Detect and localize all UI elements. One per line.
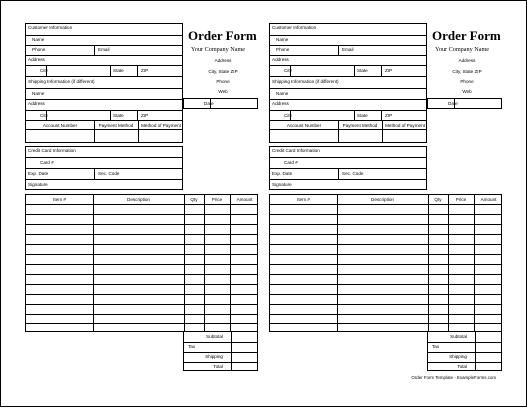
billing-phone-label: Phone — [276, 47, 290, 52]
card-number-label: Card # — [40, 160, 54, 165]
shipping-label: Shipping — [205, 354, 223, 359]
company-phone: Phone — [460, 79, 474, 84]
footer-text: Order Form Template - ExampleForms.com — [411, 375, 496, 380]
shipping-state-label: State — [357, 113, 368, 118]
billing-zip-label: ZIP — [141, 68, 149, 73]
shipping-zip-label: ZIP — [385, 113, 393, 118]
method-label-2: Payment Method — [98, 123, 134, 128]
sec-code-label: Sec. Code — [342, 171, 364, 176]
date-label: Date — [448, 101, 458, 106]
company-web: Web — [462, 89, 472, 94]
totals-box — [427, 331, 502, 371]
date-label: Date — [204, 101, 214, 106]
card-header: Credit Card Information — [28, 148, 76, 153]
billing-state-label: State — [113, 68, 124, 73]
customer-info-box — [269, 23, 427, 143]
shipping-city-label: City — [284, 113, 292, 118]
col-description: Description — [127, 197, 150, 202]
company-name: Your Company Name — [191, 46, 246, 53]
shipping-header: Shipping Information (if different) — [28, 79, 95, 84]
signature-label: Signature — [272, 182, 292, 187]
order-form-right — [245, 1, 508, 408]
col-price: Price — [455, 197, 467, 202]
col-price: Price — [211, 197, 223, 202]
billing-name-label: Name — [32, 37, 45, 42]
company-city: City, State ZIP — [452, 69, 482, 74]
billing-city-label: City — [284, 68, 292, 73]
card-header: Credit Card Information — [272, 148, 320, 153]
exp-date-label: Exp. Date — [272, 171, 293, 176]
method-label-3: Method of Payment — [141, 123, 181, 128]
card-info-box — [269, 146, 427, 190]
col-amount: Amount — [236, 197, 253, 202]
method-label-1: Account Number — [286, 123, 322, 128]
company-address: Address — [458, 58, 476, 63]
billing-city-label: City — [40, 68, 48, 73]
billing-name-label: Name — [276, 37, 289, 42]
exp-date-label: Exp. Date — [28, 171, 49, 176]
billing-address-label: Address — [28, 57, 45, 62]
total-label: Total — [213, 364, 223, 369]
shipping-label: Shipping — [449, 354, 467, 359]
shipping-name-label: Name — [276, 91, 289, 96]
card-number-label: Card # — [284, 160, 298, 165]
method-label-3: Method of Payment — [385, 123, 425, 128]
billing-header: Customer Information — [272, 25, 317, 30]
company-phone: Phone — [216, 79, 230, 84]
billing-phone-label: Phone — [32, 47, 46, 52]
shipping-name-label: Name — [32, 91, 45, 96]
shipping-state-label: State — [113, 113, 124, 118]
date-box[interactable] — [427, 98, 502, 109]
order-form-left — [1, 1, 264, 408]
col-qty: Qty — [434, 197, 442, 202]
subtotal-label: Subtotal — [450, 334, 467, 339]
company-web: Web — [218, 89, 228, 94]
customer-info-box — [25, 23, 183, 143]
signature-label: Signature — [28, 182, 48, 187]
tax-label: Tax — [432, 344, 440, 349]
tax-label: Tax — [188, 344, 196, 349]
billing-email-label: Email — [98, 47, 110, 52]
method-label-2: Payment Method — [342, 123, 378, 128]
subtotal-label: Subtotal — [206, 334, 223, 339]
item-table — [25, 194, 258, 332]
col-item: Item # — [297, 197, 310, 202]
col-amount: Amount — [480, 197, 497, 202]
item-table — [269, 194, 502, 332]
shipping-city-label: City — [40, 113, 48, 118]
col-description: Description — [371, 197, 394, 202]
form-title: Order Form — [188, 28, 257, 43]
shipping-address-label: Address — [28, 101, 45, 106]
billing-header: Customer Information — [28, 25, 73, 30]
card-info-box — [25, 146, 183, 190]
sec-code-label: Sec. Code — [98, 171, 120, 176]
form-title: Order Form — [432, 28, 501, 43]
col-item: Item # — [53, 197, 66, 202]
total-label: Total — [457, 364, 467, 369]
company-name: Your Company Name — [435, 46, 490, 53]
shipping-zip-label: ZIP — [141, 113, 149, 118]
company-address: Address — [214, 58, 232, 63]
billing-email-label: Email — [342, 47, 354, 52]
shipping-header: Shipping Information (if different) — [272, 79, 339, 84]
billing-address-label: Address — [272, 57, 289, 62]
billing-zip-label: ZIP — [385, 68, 393, 73]
col-qty: Qty — [190, 197, 198, 202]
billing-state-label: State — [357, 68, 368, 73]
company-city: City, State ZIP — [208, 69, 238, 74]
method-label-1: Account Number — [42, 123, 78, 128]
shipping-address-label: Address — [272, 101, 289, 106]
